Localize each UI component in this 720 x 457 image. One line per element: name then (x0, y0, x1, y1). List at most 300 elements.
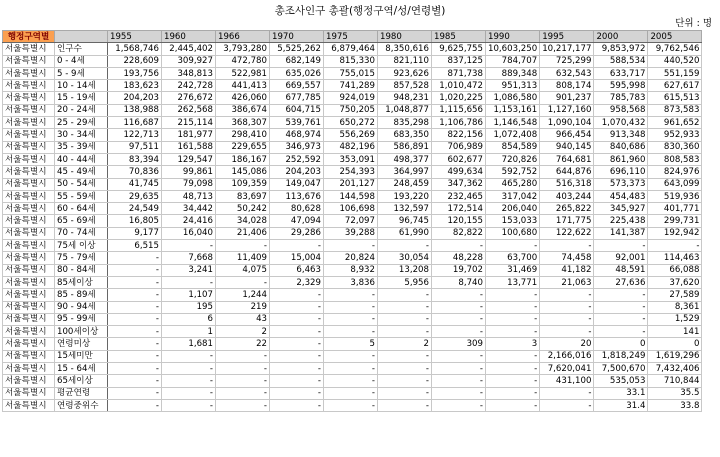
table-row (3, 92, 702, 104)
value-cell: - (108, 350, 162, 362)
value-cell: 309,927 (162, 55, 216, 67)
region-cell: 서울특별시 (3, 313, 55, 325)
value-cell: 3,836 (324, 276, 378, 288)
age-group-cell: 40 - 44세 (55, 153, 108, 165)
value-cell: 669,557 (270, 80, 324, 92)
value-cell: 100,680 (486, 227, 540, 239)
value-cell: 10,217,177 (540, 43, 594, 55)
value-cell: 431,100 (540, 375, 594, 387)
value-cell: - (324, 387, 378, 399)
value-cell: - (324, 313, 378, 325)
table-row (3, 326, 702, 338)
value-cell: - (324, 301, 378, 313)
value-cell: - (432, 289, 486, 301)
value-cell: - (324, 240, 378, 252)
value-cell: 106,698 (324, 203, 378, 215)
value-cell: - (378, 289, 432, 301)
value-cell: 6,463 (270, 264, 324, 276)
value-cell: - (378, 326, 432, 338)
value-cell: - (486, 301, 540, 313)
value-cell: 31,469 (486, 264, 540, 276)
value-cell: 364,997 (378, 166, 432, 178)
value-cell: - (540, 240, 594, 252)
value-cell: 183,623 (108, 80, 162, 92)
value-cell: 3 (486, 338, 540, 350)
year-header[interactable]: 2000 (594, 31, 648, 43)
value-cell: - (594, 326, 648, 338)
value-cell: 368,307 (216, 117, 270, 129)
year-header[interactable]: 1995 (540, 31, 594, 43)
age-group-cell: 25 - 29세 (55, 117, 108, 129)
value-cell: 33.1 (594, 387, 648, 399)
value-cell: - (486, 387, 540, 399)
value-cell: 2,166,016 (540, 350, 594, 362)
value-cell: 632,543 (540, 67, 594, 79)
table-row (3, 350, 702, 362)
value-cell: - (108, 313, 162, 325)
value-cell: 309 (432, 338, 486, 350)
value-cell: - (594, 240, 648, 252)
age-group-cell: 15 - 64세 (55, 363, 108, 375)
value-cell: 539,761 (270, 117, 324, 129)
value-cell: 193,220 (378, 190, 432, 202)
value-cell: 951,313 (486, 80, 540, 92)
value-cell: 22 (216, 338, 270, 350)
value-cell: 1,106,786 (432, 117, 486, 129)
value-cell: 498,377 (378, 153, 432, 165)
value-cell: 952,933 (648, 129, 702, 141)
region-cell: 서울특별시 (3, 289, 55, 301)
value-cell: 9,853,972 (594, 43, 648, 55)
region-cell: 서울특별시 (3, 55, 55, 67)
value-cell: - (162, 375, 216, 387)
value-cell: 11,409 (216, 252, 270, 264)
value-cell: 857,528 (378, 80, 432, 92)
value-cell: - (432, 326, 486, 338)
year-header[interactable]: 1980 (378, 31, 432, 43)
value-cell: 83,697 (216, 190, 270, 202)
age-group-cell: 20 - 24세 (55, 104, 108, 116)
value-cell: 1,090,104 (540, 117, 594, 129)
value-cell: 5 (324, 338, 378, 350)
value-cell: 21,406 (216, 227, 270, 239)
age-group-cell: 50 - 54세 (55, 178, 108, 190)
value-cell: 627,617 (648, 80, 702, 92)
value-cell: 265,822 (540, 203, 594, 215)
value-cell: 1,529 (648, 313, 702, 325)
region-cell: 서울특별시 (3, 387, 55, 399)
value-cell: 830,360 (648, 141, 702, 153)
value-cell: 120,155 (432, 215, 486, 227)
value-cell: 252,592 (270, 153, 324, 165)
value-cell: 34,442 (162, 203, 216, 215)
value-cell: 9,177 (108, 227, 162, 239)
header-row (3, 31, 702, 43)
page-title: 총조사인구 총괄(행정구역/성/연령별) (274, 5, 446, 17)
value-cell: 219 (216, 301, 270, 313)
value-cell: 27,636 (594, 276, 648, 288)
age-group-cell: 80 - 84세 (55, 264, 108, 276)
value-cell: 465,280 (486, 178, 540, 190)
value-cell: 9,762,546 (648, 43, 702, 55)
age-group-cell: 70 - 74세 (55, 227, 108, 239)
year-header[interactable]: 1990 (486, 31, 540, 43)
value-cell: 181,977 (162, 129, 216, 141)
value-cell: 650,272 (324, 117, 378, 129)
value-cell: 551,159 (648, 67, 702, 79)
value-cell: 677,785 (270, 92, 324, 104)
value-cell: 720,826 (486, 153, 540, 165)
region-cell: 서울특별시 (3, 153, 55, 165)
table-row (3, 153, 702, 165)
value-cell: 822,156 (432, 129, 486, 141)
value-cell: 66,088 (648, 264, 702, 276)
value-cell: 34,028 (216, 215, 270, 227)
value-cell: 3,793,280 (216, 43, 270, 55)
value-cell: - (108, 289, 162, 301)
table-row (3, 55, 702, 67)
value-cell: 958,568 (594, 104, 648, 116)
table-row (3, 387, 702, 399)
value-cell: 317,042 (486, 190, 540, 202)
value-cell: 644,876 (540, 166, 594, 178)
value-cell: 1,115,656 (432, 104, 486, 116)
value-cell: 3,241 (162, 264, 216, 276)
value-cell: 225,438 (594, 215, 648, 227)
value-cell: - (216, 276, 270, 288)
value-cell: - (108, 252, 162, 264)
value-cell: 961,652 (648, 117, 702, 129)
year-header[interactable]: 1975 (324, 31, 378, 43)
value-cell: - (162, 399, 216, 411)
value-cell: 499,634 (432, 166, 486, 178)
value-cell: 592,752 (486, 166, 540, 178)
value-cell: 141,387 (594, 227, 648, 239)
value-cell: 643,099 (648, 178, 702, 190)
table-row (3, 80, 702, 92)
value-cell: 192,942 (648, 227, 702, 239)
value-cell: - (270, 313, 324, 325)
age-group-cell: 0 - 4세 (55, 55, 108, 67)
value-cell: 72,097 (324, 215, 378, 227)
value-cell: - (108, 338, 162, 350)
value-cell: 206,040 (486, 203, 540, 215)
age-group-cell: 60 - 64세 (55, 203, 108, 215)
value-cell: - (270, 399, 324, 411)
age-group-cell: 90 - 94세 (55, 301, 108, 313)
value-cell: 1,146,548 (486, 117, 540, 129)
value-cell: 750,205 (324, 104, 378, 116)
age-group-cell: 10 - 14세 (55, 80, 108, 92)
value-cell: 901,237 (540, 92, 594, 104)
value-cell: 171,775 (540, 215, 594, 227)
value-cell: 21,063 (540, 276, 594, 288)
value-cell: 122,713 (108, 129, 162, 141)
value-cell: - (216, 375, 270, 387)
value-cell: - (108, 301, 162, 313)
age-group-cell: 95 - 99세 (55, 313, 108, 325)
value-cell: - (270, 301, 324, 313)
region-header[interactable]: 행정구역별 (3, 31, 55, 43)
value-cell: 132,597 (378, 203, 432, 215)
value-cell: 1,020,225 (432, 92, 486, 104)
value-cell: 1,086,580 (486, 92, 540, 104)
value-cell: 193,756 (108, 67, 162, 79)
year-header[interactable]: 1970 (270, 31, 324, 43)
value-cell: 615,513 (648, 92, 702, 104)
value-cell: 682,149 (270, 55, 324, 67)
value-cell: - (432, 313, 486, 325)
region-cell: 서울특별시 (3, 129, 55, 141)
value-cell: 70,836 (108, 166, 162, 178)
value-cell: 33.8 (648, 399, 702, 411)
value-cell: 5,525,262 (270, 43, 324, 55)
value-cell: 401,771 (648, 203, 702, 215)
value-cell: 403,244 (540, 190, 594, 202)
value-cell: 242,728 (162, 80, 216, 92)
value-cell: - (378, 363, 432, 375)
value-cell: 2,445,402 (162, 43, 216, 55)
value-cell: 854,589 (486, 141, 540, 153)
value-cell: 940,145 (540, 141, 594, 153)
value-cell: 6,879,464 (324, 43, 378, 55)
age-group-cell: 35 - 39세 (55, 141, 108, 153)
value-cell: 19,702 (432, 264, 486, 276)
value-cell: 298,410 (216, 129, 270, 141)
value-cell: - (108, 375, 162, 387)
value-cell: 172,514 (432, 203, 486, 215)
value-cell: - (378, 399, 432, 411)
value-cell: - (108, 276, 162, 288)
value-cell: 815,330 (324, 55, 378, 67)
value-cell: - (540, 313, 594, 325)
region-cell: 서울특별시 (3, 338, 55, 350)
value-cell: - (648, 240, 702, 252)
value-cell: 141 (648, 326, 702, 338)
value-cell: 6 (162, 313, 216, 325)
value-cell: 4,075 (216, 264, 270, 276)
region-cell: 서울특별시 (3, 92, 55, 104)
value-cell: 345,927 (594, 203, 648, 215)
year-header[interactable]: 2005 (648, 31, 702, 43)
value-cell: 186,167 (216, 153, 270, 165)
value-cell: 871,738 (432, 67, 486, 79)
age-group-cell: 평균연령 (55, 387, 108, 399)
value-cell: 8,932 (324, 264, 378, 276)
value-cell: 29,286 (270, 227, 324, 239)
value-cell: 29,635 (108, 190, 162, 202)
value-cell: 348,813 (162, 67, 216, 79)
region-cell: 서울특별시 (3, 264, 55, 276)
value-cell: - (162, 350, 216, 362)
value-cell: 1,568,746 (108, 43, 162, 55)
value-cell: - (594, 289, 648, 301)
table-row (3, 276, 702, 288)
value-cell: - (324, 326, 378, 338)
table-row (3, 227, 702, 239)
value-cell: 8,361 (648, 301, 702, 313)
table-row (3, 190, 702, 202)
table-row (3, 43, 702, 55)
table-row (3, 375, 702, 387)
value-cell: 764,681 (540, 153, 594, 165)
value-cell: 1,107 (162, 289, 216, 301)
value-cell: - (162, 387, 216, 399)
age-group-cell: 85세이상 (55, 276, 108, 288)
value-cell: - (486, 289, 540, 301)
value-cell: 20 (540, 338, 594, 350)
value-cell: 602,677 (432, 153, 486, 165)
value-cell: - (540, 387, 594, 399)
value-cell: - (216, 387, 270, 399)
region-cell: 서울특별시 (3, 276, 55, 288)
value-cell: 347,362 (432, 178, 486, 190)
value-cell: 706,989 (432, 141, 486, 153)
value-cell: 228,609 (108, 55, 162, 67)
table-row (3, 215, 702, 227)
value-cell: 109,359 (216, 178, 270, 190)
value-cell: 861,960 (594, 153, 648, 165)
value-cell: 16,805 (108, 215, 162, 227)
region-cell: 서울특별시 (3, 166, 55, 178)
value-cell: - (324, 399, 378, 411)
value-cell: - (378, 350, 432, 362)
value-cell: - (270, 363, 324, 375)
value-cell: 1,127,160 (540, 104, 594, 116)
table-row (3, 67, 702, 79)
age-group-cell: 30 - 34세 (55, 129, 108, 141)
value-cell: 755,015 (324, 67, 378, 79)
value-cell: - (162, 276, 216, 288)
age-group-cell: 5 - 9세 (55, 67, 108, 79)
value-cell: 254,393 (324, 166, 378, 178)
region-cell: 서울특별시 (3, 399, 55, 411)
value-cell: 696,110 (594, 166, 648, 178)
age-group-cell: 75 - 79세 (55, 252, 108, 264)
value-cell: - (270, 375, 324, 387)
value-cell: - (378, 313, 432, 325)
value-cell: 556,269 (324, 129, 378, 141)
value-cell: 386,674 (216, 104, 270, 116)
value-cell: 30,054 (378, 252, 432, 264)
value-cell: - (162, 240, 216, 252)
value-cell: - (486, 363, 540, 375)
age-group-cell: 85 - 89세 (55, 289, 108, 301)
population-table (2, 30, 702, 412)
table-row (3, 301, 702, 313)
value-cell: 472,780 (216, 55, 270, 67)
value-cell: - (540, 326, 594, 338)
value-cell: - (108, 363, 162, 375)
value-cell: - (378, 375, 432, 387)
value-cell: 5,956 (378, 276, 432, 288)
region-cell: 서울특별시 (3, 190, 55, 202)
value-cell: - (108, 264, 162, 276)
value-cell: - (108, 399, 162, 411)
value-cell: - (486, 313, 540, 325)
age-group-cell: 75세 이상 (55, 240, 108, 252)
age-group-cell: 연령중위수 (55, 399, 108, 411)
value-cell: - (378, 387, 432, 399)
value-cell: 204,203 (108, 92, 162, 104)
age-group-cell: 65 - 69세 (55, 215, 108, 227)
value-cell: - (378, 301, 432, 313)
value-cell: 683,350 (378, 129, 432, 141)
value-cell: 8,740 (432, 276, 486, 288)
value-cell: 229,655 (216, 141, 270, 153)
value-cell: - (432, 350, 486, 362)
value-cell: - (324, 375, 378, 387)
value-cell: 16,040 (162, 227, 216, 239)
value-cell: - (540, 399, 594, 411)
value-cell: 195 (162, 301, 216, 313)
table-row (3, 363, 702, 375)
year-header[interactable]: 1955 (108, 31, 162, 43)
value-cell: 153,033 (486, 215, 540, 227)
region-cell: 서울특별시 (3, 215, 55, 227)
year-header[interactable]: 1960 (162, 31, 216, 43)
value-cell: 31.4 (594, 399, 648, 411)
value-cell: 519,936 (648, 190, 702, 202)
table-row (3, 252, 702, 264)
value-cell: - (270, 289, 324, 301)
value-cell: 262,568 (162, 104, 216, 116)
value-cell: 2 (378, 338, 432, 350)
table-row (3, 203, 702, 215)
value-cell: - (432, 387, 486, 399)
value-cell: 1,244 (216, 289, 270, 301)
value-cell: 215,114 (162, 117, 216, 129)
value-cell: 573,373 (594, 178, 648, 190)
value-cell: 61,990 (378, 227, 432, 239)
value-cell: 924,019 (324, 92, 378, 104)
value-cell: - (540, 301, 594, 313)
year-header[interactable]: 1966 (216, 31, 270, 43)
region-cell: 서울특별시 (3, 67, 55, 79)
value-cell: 948,231 (378, 92, 432, 104)
value-cell: - (432, 399, 486, 411)
value-cell: 7,500,670 (594, 363, 648, 375)
value-cell: 82,822 (432, 227, 486, 239)
table-row (3, 338, 702, 350)
year-header[interactable]: 1985 (432, 31, 486, 43)
value-cell: 41,182 (540, 264, 594, 276)
table-row (3, 313, 702, 325)
value-cell: - (270, 338, 324, 350)
value-cell: 138,988 (108, 104, 162, 116)
value-cell: 873,583 (648, 104, 702, 116)
value-cell: 353,091 (324, 153, 378, 165)
value-cell: 635,026 (270, 67, 324, 79)
value-cell: 39,288 (324, 227, 378, 239)
value-cell: 2 (216, 326, 270, 338)
age-header[interactable] (55, 31, 108, 43)
value-cell: 122,622 (540, 227, 594, 239)
value-cell: 99,861 (162, 166, 216, 178)
value-cell: 7,432,406 (648, 363, 702, 375)
value-cell: 785,783 (594, 92, 648, 104)
value-cell: 808,583 (648, 153, 702, 165)
region-cell: 서울특별시 (3, 375, 55, 387)
value-cell: 441,413 (216, 80, 270, 92)
region-cell: 서울특별시 (3, 117, 55, 129)
value-cell: 426,060 (216, 92, 270, 104)
table-row (3, 289, 702, 301)
value-cell: 15,004 (270, 252, 324, 264)
value-cell: 346,973 (270, 141, 324, 153)
value-cell: 27,589 (648, 289, 702, 301)
value-cell: - (216, 350, 270, 362)
